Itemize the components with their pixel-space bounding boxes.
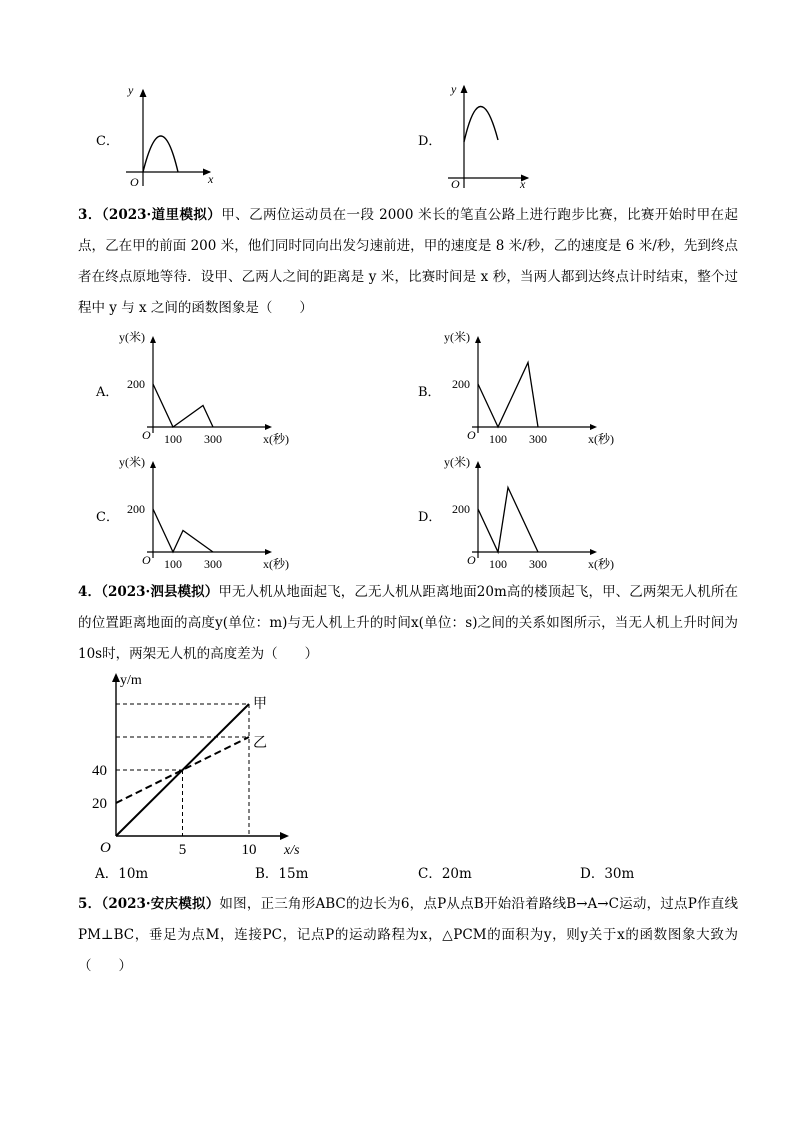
distance-line [153,509,213,552]
q4-choice-c[interactable]: C．20m [418,866,472,882]
origin-label: O [100,840,111,856]
y-axis-arrow [150,336,156,343]
series-jia-line [116,704,249,836]
question-4 [78,577,738,670]
y-axis-arrow [112,673,120,682]
question-source: （2023·道里模拟） [101,207,222,223]
distance-line [478,488,538,553]
x-axis-label: x [208,172,214,186]
x-axis-arrow [280,832,289,840]
q3-option-a-graph [115,325,305,450]
x-tick-label: 100 [164,557,182,571]
q3-option-b-label: B． [418,385,441,400]
y-tick-label: 200 [127,377,145,391]
q2-option-c-label: C． [96,134,119,149]
y-tick-label: 40 [92,763,107,779]
x-tick-label: 10 [241,842,257,858]
curve [464,106,498,142]
q2-option-d-graph [440,80,550,190]
origin-label: O [467,428,476,442]
x-axis-arrow [265,549,272,555]
origin-label: O [142,428,151,442]
y-tick-label: 20 [92,796,107,812]
curve [143,136,178,172]
origin-label: O [130,175,139,189]
y-tick-label: 200 [127,502,145,516]
x-tick-label: 300 [204,432,222,446]
origin-label: O [451,177,460,191]
x-tick-label: 100 [489,432,507,446]
question-source: （2023·泗县模拟） [101,584,219,600]
x-tick-label: 300 [204,557,222,571]
y-axis-label: y [451,82,457,96]
question-3 [78,200,738,324]
question-number: 5． [78,896,102,912]
question-text: 甲无人机从地面起飞，乙无人机从距离地面20m高的楼顶起飞，甲、乙两架无人机所在的位置距离地面的高度y(单位：m)与无人机上升的时间x(单位：s)之间的关系如图所示，当无人机上升时间为10s时，两架无人机的高度差为（ ） [78,584,739,662]
y-axis-label: y(米) [119,330,145,344]
x-axis-arrow [590,549,597,555]
distance-line [478,363,538,428]
q4-choice-b[interactable]: B．15m [255,866,309,882]
x-tick-label: 100 [489,557,507,571]
x-axis-label: x(秒) [588,432,614,446]
y-axis-label: y(米) [119,455,145,469]
x-tick-label: 100 [164,432,182,446]
x-axis-label: x(秒) [588,557,614,571]
q3-option-d-label: D． [418,510,442,525]
origin-label: O [467,553,476,567]
x-axis-arrow [590,424,597,430]
q3-option-b-graph [440,325,630,450]
q4-choice-a[interactable]: A．10m [95,866,149,882]
q3-option-c-label: C． [96,510,119,525]
y-axis-arrow [475,336,481,343]
y-axis-arrow [475,461,481,468]
question-source: （2023·安庆模拟） [101,896,220,912]
question-number: 4． [78,584,102,600]
y-tick-label: 200 [452,377,470,391]
x-tick-label: 300 [529,432,547,446]
y-axis-label: y [128,83,134,97]
q3-option-c-graph [115,450,305,575]
question-number: 3． [78,207,102,223]
x-axis-label: x(秒) [263,432,289,446]
distance-line [153,384,213,427]
x-tick-label: 300 [529,557,547,571]
q3-option-a-label: A． [96,385,119,400]
x-axis-label: x/s [284,843,300,858]
y-tick-label: 200 [452,502,470,516]
y-axis-label: y(米) [444,455,470,469]
series-label-jia: 甲 [253,697,267,712]
origin-label: O [142,553,151,567]
q4-choice-d[interactable]: D．30m [580,866,635,882]
question-5 [78,889,738,982]
y-axis-label: y/m [120,673,142,688]
x-axis-label: x(秒) [263,557,289,571]
x-axis-arrow [265,424,272,430]
question-text: 如图，正三角形ABC的边长为6，点P从点B开始沿着路线B→A→C运动，过点P作直线PM⊥BC，垂足为点M，连接PC，记点P的运动路程为x，△PCM的面积为y，则y关于x的函数图象大致为（ ） [78,896,738,974]
q2-option-d-label: D． [418,134,442,149]
q2-option-c-graph [118,80,228,190]
y-axis-label: y(米) [444,330,470,344]
series-label-yi: 乙 [253,736,267,751]
x-axis-label: x [520,177,526,191]
y-axis-arrow [150,461,156,468]
q4-graph [88,668,303,860]
x-tick-label: 5 [178,842,187,858]
question-text: 甲、乙两位运动员在一段 2000 米长的笔直公路上进行跑步比赛，比赛开始时甲在起点，乙在甲的前面 200 米，他们同时同向出发匀速前进，甲的速度是 8 米/秒，乙的速度是 6 米/秒，先到终点者在终点原地等待．设甲、乙两人之间的距离是 y 米，比赛时间是 x 秒，当两人都到达终点计时结束，整个过程中 y 与 x 之间的函数图象是（ ） [78,207,738,316]
q3-option-d-graph [440,450,630,575]
